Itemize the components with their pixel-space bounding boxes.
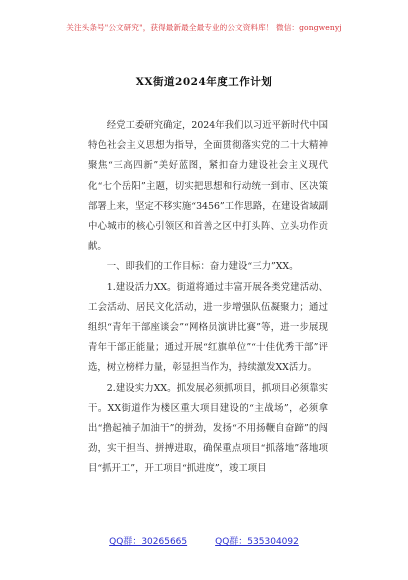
paragraph-section-heading: 一、即我们的工作目标：奋力建设“三力”XX。 [106,261,299,273]
paragraph-intro: 经党工委研究确定，2024年我们以习近平新时代中国特色社会主义思想为指导，全面贯彻落实党的二十大精神聚焦“三高四新”美好蓝图，紧扣奋力建设社会主义现代化“七个岳阳”主题，切实把思想和行动统一到市、区决策部署上来，坚定不移实施“3456”工作思路，在建设省域副中心城市的核心引领区和首善之区中打头阵、立头功作贡献。 [88,120,328,253]
document-body [88,116,328,480]
qq-group-1[interactable]: QQ群：30265665 [109,537,188,547]
paragraph-item-2: 2.建设实力XX。抓发展必须抓项目，抓项目必须靠实干。XX街道作为楼区重大项目建设的“主战场”，必须拿出“撸起袖子加油干”的拼劲，发扬“不用扬鞭自奋蹄”的闯劲，实干担当、拼搏进取，确保重点项目“抓落地”落地项目“抓开工”，开工项目“抓进度”，竣工项目 [88,382,328,475]
document-title: XX街道2024年度工作计划 [135,76,273,88]
qq-group-2[interactable]: QQ群：535304092 [215,537,299,547]
paragraph-item-1: 1.建设活力XX。街道将通过丰富开展各类党建活动、工会活动、居民文化活动，进一步增强队伍凝聚力；通过组织“青年干部座谈会”“网格员演讲比赛”等，进一步展现青年干部正能量；通过开展“红旗单位”“十佳优秀干部”评选，树立榜样力量，彰显担当作为，持续激发XX活力。 [88,281,328,374]
header-banner: 关注头条号"公文研究"，获得最新最全最专业的公文资料库！ 微信：gongwenyj [66,23,342,32]
footer-qq-groups [0,534,408,547]
